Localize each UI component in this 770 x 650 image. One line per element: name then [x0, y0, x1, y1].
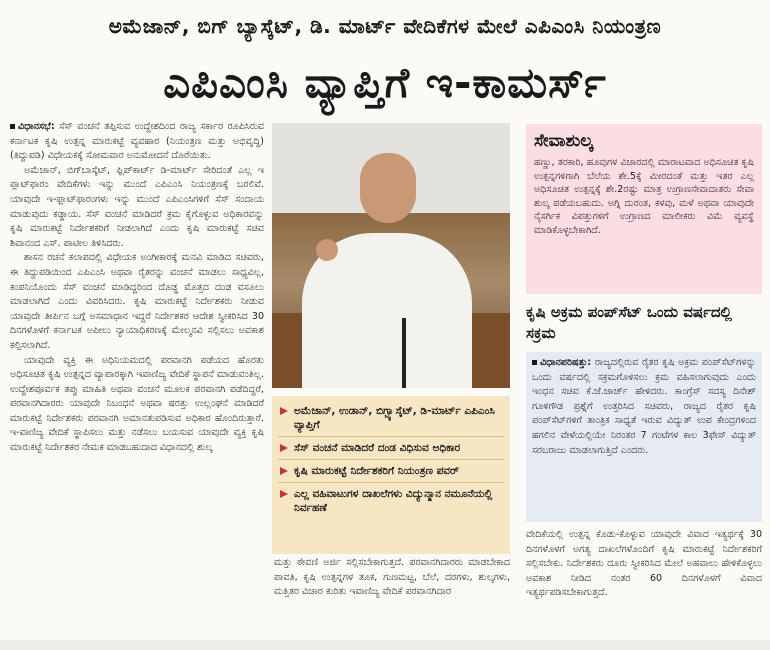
pumpset-paragraph — [532, 356, 756, 458]
photo-person-hand — [316, 239, 338, 261]
middle-continuation-text: ಮತ್ತು ಠೇವಣಿ ಅರ್ಜಿ ಸಲ್ಲಿಸಬೇಕಾಗುತ್ತದೆ. ಪರವಾನಗಿದಾರರು ಮಾಡಬೇಕಾದ ಪಾವತಿ, ಕೃಷಿ ಉತ್ಪನ್ನಗಳ ತೂಕ, ಗುಣಮಟ್ಟ, ಬೆಲೆ, ದರಗಳು, ಶುಲ್ಕಗಳು, ಮತ್ತಿತರ ವಿಚಾರ ಕುರಿತು ಇವಾಣಿಜ್ಯ ವೇದಿಕೆ ಪರವಾನಗಿದಾರ — [274, 557, 510, 598]
bottom-strip — [0, 640, 770, 650]
bullet-square-icon — [532, 360, 537, 365]
minister-photo — [272, 123, 510, 388]
paragraph-4: ಯಾವುದೇ ವ್ಯಕ್ತಿ ಈ ಅಧಿನಿಯಮದಲ್ಲಿ ಪರವಾನಗಿ ಪಡೆಯದ ಹೊರತು ಅಧಿಸೂಚಿತ ಕೃಷಿ ಉತ್ಪನ್ನದ ವ್ಯಾಪಾರಕ್ಕಾಗಿ ಇವಾಣಿಜ್ಯ ವೇದಿಕೆ ಸ್ಥಾಪನೆ ಮಾಡುವಂತಿಲ್ಲ. ಉದ್ದೇಶಪೂರ್ವಕ ತಪ್ಪು ಮಾಹಿತಿ ಅಥವಾ ವಂಚನೆ ಮೂಲಕ ಪರವಾನಗಿ ಪಡೆದಿದ್ದರೆ, ಪರವಾನಗಿದಾರರು ಯಾವುದೇ ನಿಬಂಧನೆ ಅಥವಾ ಷರತ್ತು ಉಲ್ಲಂಘನೆ ಮಾಡಿದರೆ ಮಾರುಕಟ್ಟೆ ನಿರ್ದೇಶಕರು ಪರವಾನಗಿ ಅಮಾನತುಪಡಿಸುವ ಅಧಿಕಾರ ಹೊಂದಿರುತ್ತಾರೆ. ಇ-ವಾಣಿಜ್ಯ ವೇದಿಕೆ ಸ್ಥಾಪಿಸಲು ಮತ್ತು ನಡೆಸಲು ಬಯಸುವ ಯಾವುದೇ ವ್ಯಕ್ತಿ ಕೃಷಿ ಮಾರುಕಟ್ಟೆ ನಿರ್ದೇಶಕರ ನೇಮಕ ಮಾಡಬಹುದಾದ ವಿಧಾನದಲ್ಲಿ ಶುಲ್ಕ — [10, 354, 264, 454]
highlight-item: ಅಮೆಜಾನ್, ಉಡಾನ್, ಬಿಗ್ಬ್ಯಾಸ್ಕೆಟ್, ಡಿ-ಮಾರ್ಟ್ ಎಪಿಎಂಸಿ ವ್ಯಾಪ್ತಿಗೆ — [278, 404, 504, 437]
bullet-square-icon — [10, 124, 15, 129]
service-charge-body: ಹಣ್ಣು, ತರಕಾರಿ, ಹೂವುಗಳ ವಿಚಾರದಲ್ಲಿ ಮಾರಾಟವಾದ ಅಧಿಸೂಚಿತ ಕೃಷಿ ಉತ್ಪನ್ನಗಳಿಗಾಗಿ ಬೆಲೆಯ ಶೇ.5ಕ್ಕೆ ಮೀರದಂತೆ ಮತ್ತು ಇತರ ಎಲ್ಲ ಅಧಿಸೂಚಿತ ಉತ್ಪನ್ನಕ್ಕೆ ಶೇ.2ರಷ್ಟು ಮಾತ್ರ ಉಗ್ರಾಣಸೇವಾದಾತರು ಸೇವಾ ಶುಲ್ಕ ಪಡೆಯಬಹುದು. ಅಗ್ನಿ ದುರಂತ, ಕಳವು, ಮಳೆ ಅಥವಾ ಯಾವುದೇ ನೈಸರ್ಗಿಕ ವಿಪತ್ತುಗಳಿಗೆ ಉಗ್ರಾಣದ ಮಾಲೀಕರು ವಿಮೆ ವ್ಯವಸ್ಥೆ ಮಾಡಿಕೊಳ್ಳಬೇಕಾಗಿದೆ. — [534, 157, 754, 236]
left-article-column — [10, 120, 264, 635]
dateline: ವಿಧಾನಪರಿಷತ್ತು: — [540, 357, 592, 368]
photo-person-head — [360, 153, 416, 223]
main-headline: ಎಪಿಎಂಸಿ ವ್ಯಾಪ್ತಿಗೆ ಇ-ಕಾಮರ್ಸ್ — [163, 58, 607, 107]
pumpset-headline: ಕೃಷಿ ಅಕ್ರಮ ಪಂಪ್‌ಸೆಟ್ ಒಂದು ವರ್ಷದಲ್ಲಿ ಸಕ್ರಮ — [526, 303, 732, 342]
service-charge-box — [526, 124, 762, 294]
highlight-item: ಸೆಸ್ ವಂಚನೆ ಮಾಡಿದರೆ ದಂಡ ವಿಧಿಸುವ ಅಧಿಕಾರ — [278, 441, 504, 460]
pumpset-article — [526, 352, 762, 522]
service-charge-title: ಸೇವಾಶುಲ್ಕ — [534, 131, 593, 151]
microphone-icon — [402, 318, 406, 388]
highlight-item: ಕೃಷಿ ಮಾರುಕಟ್ಟೆ ನಿರ್ದೇಶಕರಿಗೆ ನಿಯಂತ್ರಣ ಪವರ್ — [278, 464, 504, 483]
highlights-box — [272, 396, 510, 554]
highlight-item: ಎಲ್ಲ ವಹಿವಾಟುಗಳ ದಾಖಲೆಗಳು ವಿದ್ಯುನ್ಮಾನ ನಮೂನೆಯಲ್ಲಿ ನಿರ್ವಹಣೆ — [278, 487, 504, 519]
paragraph-1 — [10, 120, 264, 164]
dateline: ವಿಧಾನಸಭೆ: — [18, 121, 55, 132]
kicker-headline: ಅಮೆಜಾನ್, ಬಿಗ್ ಬ್ಯಾಸ್ಕೆಟ್, ಡಿ. ಮಾರ್ಟ್ ವೇದಿಕೆಗಳ ಮೇಲೆ ಎಪಿಎಂಸಿ ನಿಯಂತ್ರಣ — [108, 14, 662, 38]
paragraph-2: ಅಮೆಜಾನ್, ಬಿಗ್‌ಬಾಸ್ಕೆಟ್, ಫ್ಲಿಪ್‌ಕಾರ್ಟ್ ಡಿ-ಮಾರ್ಟ್ ಸೇರಿದಂತೆ ಎಲ್ಲ ಇ ಪ್ಲಾಟ್‌ಫಾರಂ ವೇದಿಕೆಗಳು ಇನ್ನು ಮುಂದೆ ಎಪಿಎಂಸಿ ನಿಯಂತ್ರಣಕ್ಕೆ ಬರಲಿವೆ. ಯಾವುದೇ ಇ-ಫ್ಲಾಟ್‌ಫಾರಂಗಳು ಇನ್ನು ಮುಂದೆ ಎಪಿಎಂಸಿಗಳಿಗೆ ಸೆಸ್ ಸಂದಾಯ ಮಾಡುವುದು ಕಡ್ಡಾಯ. ಸೆಸ್ ವಂಚನೆ ಮಾಡಿದರೆ ಕ್ರಮ ಕೈಗೊಳ್ಳುವ ಅಧಿಕಾರವನ್ನು ಕೃಷಿ ಮಾರುಕಟ್ಟೆ ನಿರ್ದೇಶಕರಿಗೆ ನೀಡಲಾಗಿದೆ ಎಂದು ಕೃಷಿ ಮಾರುಕಟ್ಟೆ ಸಚಿವ ಶಿವಾನಂದ ಎಸ್. ಪಾಟೀಲ ತಿಳಿಸಿದರು. — [10, 164, 264, 249]
pumpset-text: ರಾಜ್ಯದಲ್ಲಿರುವ ರೈತರ ಕೃಷಿ ಅಕ್ರಮ ಪಂಪ್‌ಸೆಟ್‌ಗಳನ್ನು ಒಂದು ವರ್ಷದಲ್ಲಿ ಸಕ್ರಮಗೊಳಿಸಲು ಕ್ರಮ ವಹಿಸಲಾಗುವುದು ಎಂದು ಇಂಧನ ಸಚಿವ ಕೆ.ಜೆ.ಜಾರ್ಜ್ ಹೇಳಿದರು. ಕಾಂಗ್ರೆಸ್ ಸದಸ್ಯ ದಿನೇಶ್ ಗೂಳಿಗೌಡ ಪ್ರಶ್ನೆಗೆ ಉತ್ತರಿಸಿದ ಸಚಿವರು, ರಾಜ್ಯದ ರೈತರ ಕೃಷಿ ಪಂಪ್‌ಸೆಟ್‌ಗಳಿಗೆ ತಾಂತ್ರಿಕ ಸಾಧ್ಯತೆ ಇರುವ ವಿದ್ಯುತ್ ಉಪ ಕೇಂದ್ರಗಳಿಂದ ಹಗಲಿನ ವೇಳೆಯಲ್ಲಿಯೇ ನಿರಂತರ 7 ಗಂಟೆಗಳ ಕಾಲ 3ಫೇಸ್ ವಿದ್ಯುತ್ ಸರಬರಾಜು ಮಾಡಲಾಗುತ್ತಿದೆ ಎಂದರು. — [532, 357, 756, 456]
paragraph-3: ಶಾಸನ ರಚನೆ ಕಲಾಪದಲ್ಲಿ ವಿಧೇಯಕ ಅಂಗೀಕಾರಕ್ಕೆ ಮನವಿ ಮಾಡಿದ ಸಚಿವರು, ಈ ತಿದ್ದುಪಡಿಯಿಂದ ಎಪಿಎಂಸಿ ಅಥವಾ ರೈತರನ್ನು ವಂಚನೆ ಮಾಡಲು ಸಾಧ್ಯವಿಲ್ಲ, ಕಂಪನಿಯೊಂದು ಸೆಸ್ ವಂಚನೆ ಮಾಡಿದ್ದರಿಂದ ದೊಡ್ಡ ಮೊತ್ತದ ದಂಡ ವಸೂಲು ಮಾಡಲಾಗಿದೆ ಎಂದು ವಿವರಿಸಿದರು. ಕೃಷಿ ಮಾರುಕಟ್ಟೆ ನಿರ್ದೇಶಕರು ನೀಡುವ ಯಾವುದೇ ತೀರ್ಪಿನ ಬಗ್ಗೆ ಅಸಮಾಧಾನ ಇದ್ದರೆ ನಿರ್ದೇಶಕರ ಆದೇಶ ಸ್ವೀಕರಿಸಿದ 30 ದಿನಗಳೊಳಗೆ ಕರ್ನಾಟಕ ಅಪೀಲು ನ್ಯಾಯಾಧಿಕರಣಕ್ಕೆ ಮೇಲ್ಮನವಿ ಸಲ್ಲಿಸಲು ಅವಕಾಶ ಕಲ್ಪಿಸಲಾಗಿದೆ. — [10, 252, 264, 351]
paragraph-text: ಸೆಸ್ ವಂಚನೆ ತಪ್ಪಿಸುವ ಉದ್ದೇಶದಿಂದ ರಾಜ್ಯ ಸರ್ಕಾರ ರೂಪಿಸಿರುವ ಕರ್ನಾಟಕ ಕೃಷಿ ಉತ್ಪನ್ನ ಮಾರುಕಟ್ಟೆ ವ್ಯವಹಾರ (ನಿಯಂತ್ರಣ ಮತ್ತು ಅಭಿವೃದ್ಧಿ) (ತಿದ್ದುಪಡಿ) ವಿಧೇಯಕಕ್ಕೆ ಸೋಮವಾರ ಅನುಮೋದನೆ ದೊರೆಯಿತು. — [10, 121, 264, 162]
right-continuation-text: ವೇದಿಕೆಯಲ್ಲಿ ಉತ್ಪನ್ನ ಕೊಡು-ಕೊಳ್ಳುವ ಯಾವುದೇ ವಿವಾದ ಇತ್ಯರ್ಥಕ್ಕೆ 30 ದಿನಗಳೊಳಗೆ ಅಗತ್ಯ ದಾಖಲೆಗಳೊಂದಿಗೆ ಕೃಷಿ ಮಾರುಕಟ್ಟೆ ನಿರ್ದೇಶಕರಿಗೆ ಸಲ್ಲಿಸಬೇಕು. ನಿರ್ದೇಶಕರು ದೂರು ಸ್ವೀಕರಿಸಿದ ಮೇಲೆ ಅಹವಾಲು ಹೇಳಿಕೊಳ್ಳಲು ಅವಕಾಶ ನೀಡಿದ ನಂತರ 60 ದಿನಗಳೊಳಗೆ ವಿವಾದ ಇತ್ಯರ್ಥಪಡಿಸಬೇಕಾಗುತ್ತದೆ. — [526, 529, 762, 599]
